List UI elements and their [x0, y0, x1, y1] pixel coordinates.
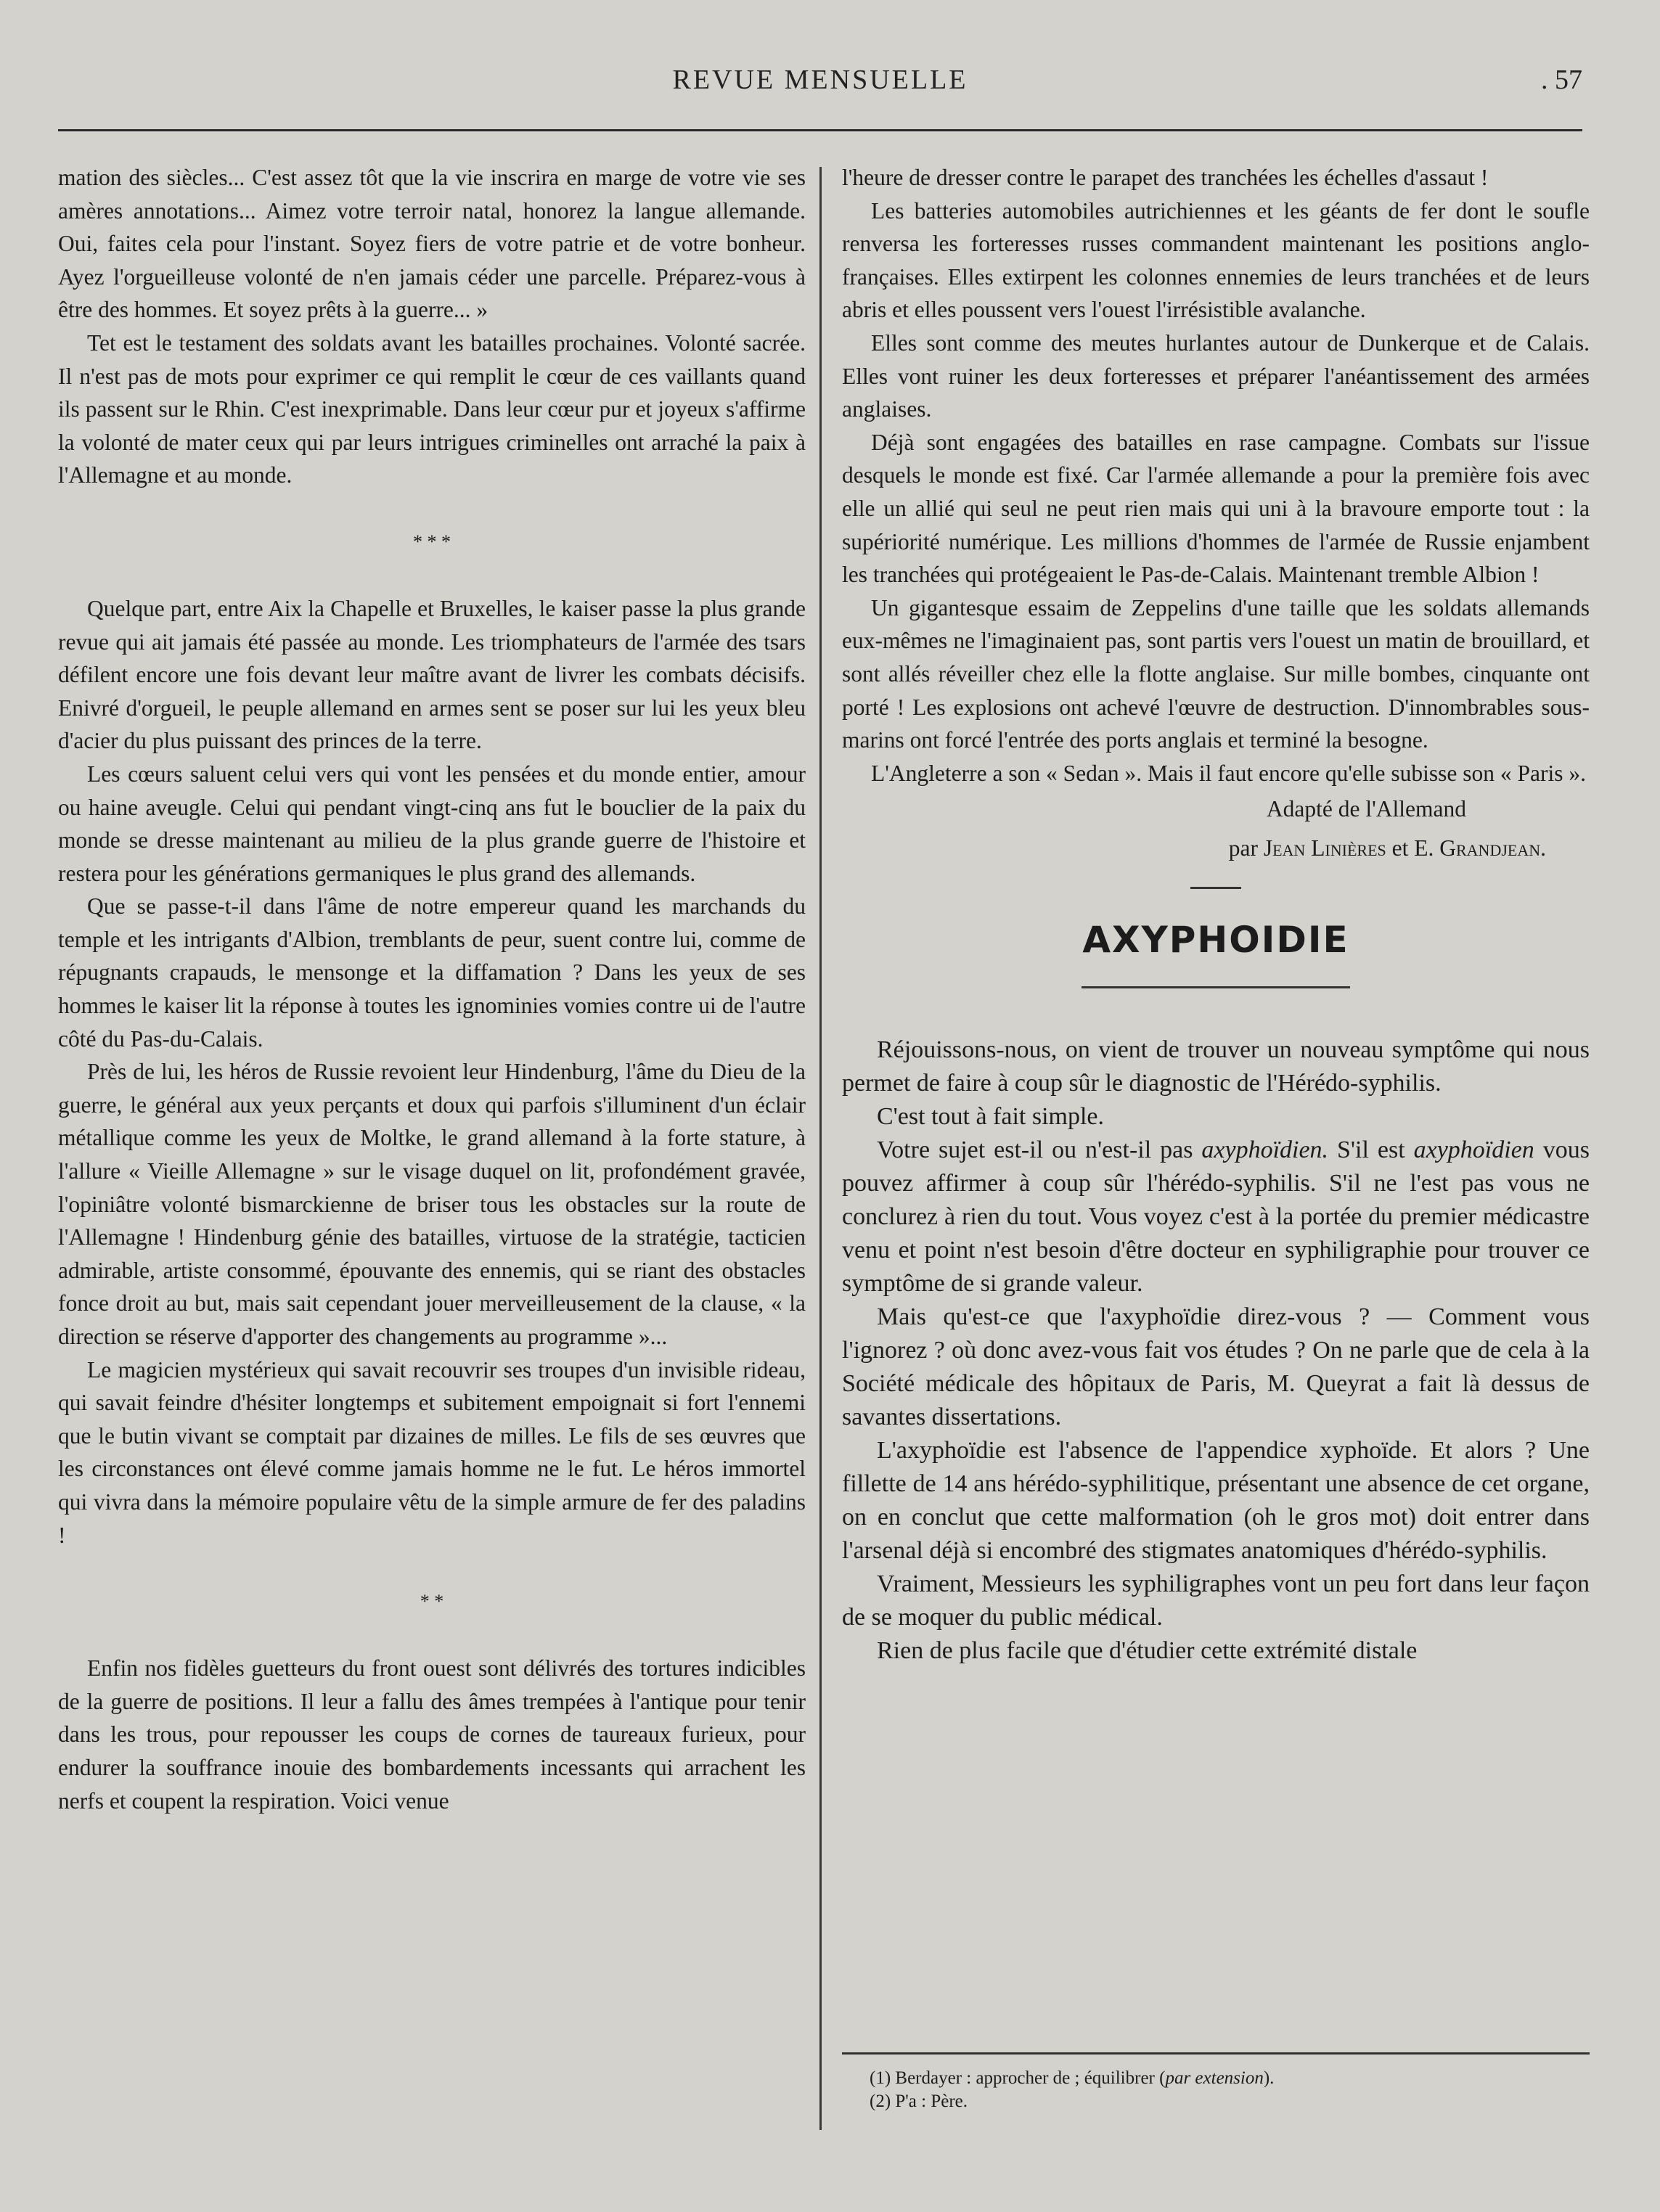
signature-adapted: Adapté de l'Allemand	[1266, 796, 1466, 822]
article-body	[842, 1033, 1590, 1668]
footnotes	[870, 2067, 1581, 2113]
paragraph: Réjouissons-nous, on vient de trouver un nouveau symptôme qui nous permet de faire à coup sûr le diagnostic de l'Hérédo-syphilis.	[842, 1036, 1590, 1097]
title-underline-rule	[1082, 986, 1350, 988]
paragraph: Enfin nos fidèles guetteurs du front ouest sont délivrés des tortures indicibles de la guerre de positions. Il leur a fallu des âmes trempées à l'antique pour tenir dans les trous, pour repousser les coups de cornes de taureaux furieux, pour endurer la souffrance inouie des bombardements incessants qui arrachent les nerfs et coupent la respiration. Voici venue	[58, 1655, 806, 1814]
paragraph: Tet est le testament des soldats avant les batailles prochaines. Volonté sacrée. Il n'est pas de mots pour exprimer ce qui remplit le cœur de ces vaillants quand ils passent sur le Rhin. C'est inexprimable. Dans leur cœur pur et joyeux s'affirme la volonté de mater ceux qui par leurs intrigues criminelles ont arraché la paix à l'Allemagne et au monde.	[58, 329, 806, 488]
paragraph: Près de lui, les héros de Russie revoient leur Hindenburg, l'âme du Dieu de la guerre, le général aux yeux perçants et doux qui parfois s'illuminent d'un éclair métallique comme les yeux de Moltke, le grand allemand à la forte stature, à l'allure « Vieille Allemagne » sur le visage duquel on lit, profondément gravée, l'opiniâtre volonté bismarckienne de briser tous les obstacles sur la route de l'Allemagne ! Hindenburg génie des batailles, virtuose de la stratégie, tacticien admirable, artiste consommé, épouvante des ennemis, qui se riant des obstacles fonce droit au but, mais sait cependant jouer merveilleusement de la clause, « la direction se réserve d'apporter des changements au programme »...	[58, 1059, 806, 1349]
author-name: Grandjean.	[1439, 835, 1546, 861]
text-run: vous pouvez affirmer à coup sûr l'hérédo-syphilis. S'il ne l'est pas vous ne conclurez à rien du tout. Vous voyez c'est à la portée du premier médicastre venu et point n'est besoin d'être docteur en syphiligraphie pour trouver ce symptôme de si grande valeur.	[842, 1136, 1590, 1298]
footnote-text: ).	[1263, 2068, 1275, 2088]
left-column	[58, 161, 806, 1817]
footnote	[870, 2067, 1581, 2090]
paragraph: Les cœurs saluent celui vers qui vont les pensées et du monde entier, amour ou haine aveugle. Celui qui pendant vingt-cinq ans fut le bouclier de la paix du monde se dresse maintenant au milieu de la plus grande guerre de l'histoire et restera pour les générations germaniques le plus grand des allemands.	[58, 761, 806, 886]
running-title: REVUE MENSUELLE	[672, 65, 968, 95]
italic-term: axyphoïdien	[1413, 1136, 1534, 1164]
paragraph: Un gigantesque essaim de Zeppelins d'une taille que les soldats allemands eux-mêmes ne l'imaginaient pas, sont partis vers l'ouest un matin de brouillard, et sont allés réveiller chez elle la flotte anglaise. Sur mille bombes, cinquante ont porté ! Les explosions ont achevé l'œuvre de destruction. D'innombrables sous-marins ont forcé l'entrée des ports anglais et terminé la besogne.	[842, 594, 1590, 753]
page-number: . 57	[1541, 65, 1582, 95]
footnote-text: (1) Berdayer : approcher de ; équilibrer (	[870, 2068, 1166, 2088]
paragraph: Rien de plus facile que d'étudier cette extrémité distale	[877, 1637, 1418, 1665]
column-divider	[819, 167, 822, 2130]
paragraph: Les batteries automobiles autrichiennes et les géants de fer dont le soufle renversa les forteresses russes commandent maintenant les positions anglo-françaises. Elles extirpent les colonnes ennemies de leurs tranchées et de leurs abris et elles poussent vers l'ouest l'irrésistible avalanche.	[842, 197, 1590, 323]
paragraph: Déjà sont engagées des batailles en rase campagne. Combats sur l'issue desquels le monde est fixé. Car l'armée allemande a pour la première fois avec elle un allié qui seul ne peut rien mais qui uni à la bravoure emporte tout : la supériorité numérique. Les millions d'hommes de l'armée de Russie enjambent les tranchées qui protégeaient le Pas-de-Calais. Maintenant tremble Albion !	[842, 429, 1590, 588]
right-column	[842, 161, 1590, 1668]
paragraph: C'est tout à fait simple.	[877, 1103, 1105, 1131]
signature-joiner: et E.	[1386, 835, 1440, 861]
section-separator: * *	[420, 1591, 444, 1613]
footnote-rule	[842, 2052, 1590, 2055]
paragraph: l'heure de dresser contre le parapet des tranchées les échelles d'assaut !	[842, 165, 1489, 190]
author-name: Jean Linières	[1263, 835, 1386, 861]
article-title: AXYPHOIDIE	[1082, 919, 1349, 962]
signature-prefix: par	[1228, 835, 1264, 861]
page-header	[58, 64, 1582, 100]
paragraph: mation des siècles... C'est assez tôt que la vie inscrira en marge de votre vie ses amères annotations... Aimez votre terroir natal, honorez la langue allemande. Oui, faites cela pour l'instant. Soyez fiers de votre patrie et de votre bonheur. Ayez l'orgueilleuse volonté de n'en jamais céder une parcelle. Préparez-vous à être des hommes. Et soyez prêts à la guerre... »	[58, 165, 806, 323]
text-run: Votre sujet est-il ou n'est-il pas	[877, 1136, 1202, 1164]
paragraph: Elles sont comme des meutes hurlantes autour de Dunkerque et de Calais. Elles vont ruiner les deux forteresses et préparer l'anéantissement des armées anglaises.	[842, 329, 1590, 422]
footnote-italic: par extension	[1165, 2068, 1264, 2088]
footnote: (2) P'a : Père.	[870, 2092, 968, 2111]
italic-term: axyphoïdien.	[1201, 1136, 1329, 1164]
article-end-rule	[1190, 887, 1241, 889]
paragraph	[842, 1134, 1590, 1300]
signature	[842, 790, 1590, 868]
header-rule	[58, 129, 1582, 131]
paragraph: Vraiment, Messieurs les syphiligraphes vont un peu fort dans leur façon de se moquer du public médical.	[842, 1570, 1590, 1631]
paragraph: L'Angleterre a son « Sedan ». Mais il faut encore qu'elle subisse son « Paris ».	[871, 760, 1587, 786]
paragraph: Que se passe-t-il dans l'âme de notre empereur quand les marchands du temple et les intrigants d'Albion, tremblants de peur, suent contre lui, comme de répugnants crapauds, le mensonge et la diffamation ? Dans les yeux de ses hommes le kaiser lit la réponse à toutes les ignominies vomies contre ui de l'autre côté du Pas-du-Calais.	[58, 893, 806, 1052]
signature-authors	[842, 829, 1582, 868]
text-run: S'il est	[1328, 1136, 1414, 1164]
paragraph: Quelque part, entre Aix la Chapelle et Bruxelles, le kaiser passe la plus grande revue qui ait jamais été passée au monde. Les triomphateurs de l'armée des tsars défilent encore une fois devant leur maître avant de livrer les combats décisifs. Enivré d'orgueil, le peuple allemand en armes sent se poser sur lui les yeux bleu d'acier du plus puissant des princes de la terre.	[58, 595, 806, 754]
paragraph: Mais qu'est-ce que l'axyphoïdie direz-vous ? — Comment vous l'ignorez ? où donc avez-vous fait vos études ? On ne parle que de cela à la Société médicale des hôpitaux de Paris, M. Queyrat a fait là dessus de savantes dissertations.	[842, 1303, 1590, 1431]
paragraph: Le magicien mystérieux qui savait recouvrir ses troupes d'un invisible rideau, qui savait feindre d'hésiter longtemps et subitement empoignait si fort l'ennemi que le butin vivant se comptait par dizaines de milles. Le fils de ses œuvres que les circonstances ont élevé comme jamais homme ne le fut. Le héros immortel qui vivra dans la mémoire populaire vêtu de la simple armure de fer des paladins !	[58, 1356, 806, 1548]
paragraph: L'axyphoïdie est l'absence de l'appendice xyphoïde. Et alors ? Une fillette de 14 ans hérédo-syphilitique, présentant une absence de cet organe, on en conclut que cette malformation (oh le gros mot) doit entrer dans l'arsenal déjà si encombré des stigmates anatomiques d'hérédo-syphilis.	[842, 1437, 1590, 1565]
section-separator: * * *	[413, 531, 451, 552]
